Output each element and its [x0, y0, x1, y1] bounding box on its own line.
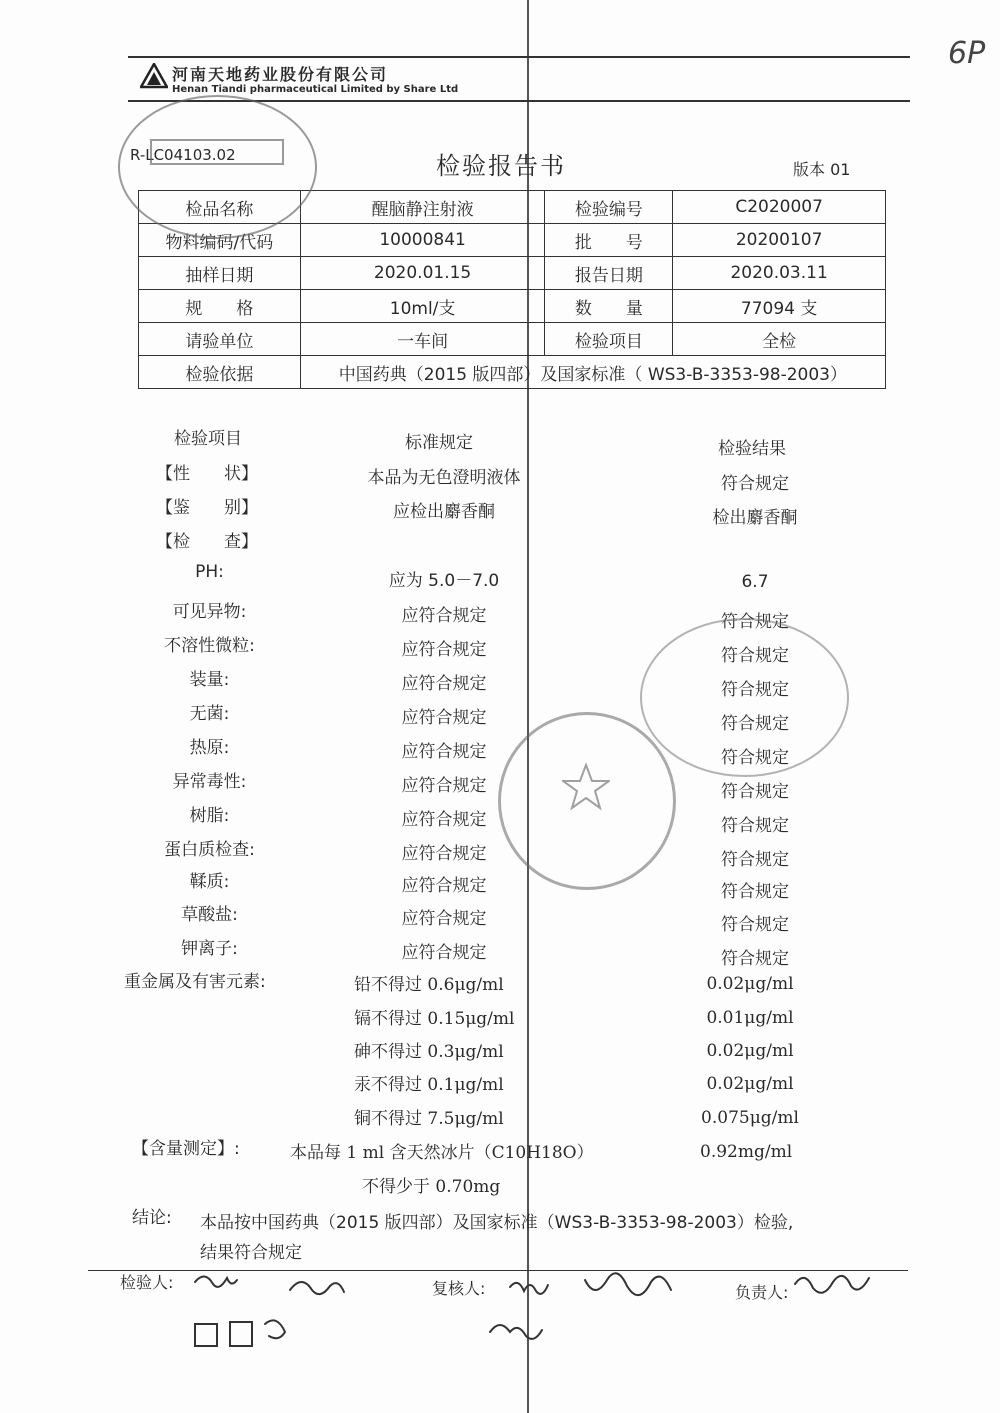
- result-item: 【鉴 别】: [156, 498, 258, 518]
- star-icon: [562, 763, 610, 811]
- doc-code: R-LC04103.02: [130, 146, 236, 164]
- cell-label: 数 量: [545, 290, 673, 323]
- result-value: 符合规定: [721, 816, 789, 836]
- col-header-standard: 标准规定: [405, 433, 473, 453]
- result-standard: 应符合规定: [401, 606, 487, 626]
- inspector-label: 检验人:: [120, 1273, 174, 1292]
- result-value: 符合规定: [721, 782, 789, 802]
- conclusion-text-1: 本品按中国药典（2015 版四部）及国家标准（WS3-B-3353-98-2003）检验,: [200, 1213, 794, 1233]
- metal-standard: 砷不得过 0.3μg/ml: [354, 1042, 504, 1062]
- result-value: 符合规定: [721, 474, 789, 494]
- result-item: 装量:: [189, 670, 230, 690]
- result-standard: 应符合规定: [401, 674, 487, 694]
- metal-standard: 铅不得过 0.6μg/ml: [354, 975, 504, 995]
- cell-label: 检验项目: [545, 323, 673, 356]
- table-row: [139, 257, 886, 290]
- cell-label: 检验编号: [545, 191, 673, 224]
- table-row: [139, 290, 886, 323]
- result-item: 异常毒性:: [172, 772, 247, 792]
- result-item: PH:: [195, 562, 224, 582]
- result-item: 【性 状】: [156, 464, 258, 484]
- result-item: 钾离子:: [181, 939, 238, 959]
- result-standard: 应符合规定: [401, 776, 487, 796]
- version-label: 版本 01: [793, 160, 851, 179]
- cell-label: 规 格: [139, 290, 301, 323]
- result-value: 符合规定: [721, 882, 789, 902]
- cell-label: 报告日期: [545, 257, 673, 290]
- info-table: [138, 190, 886, 389]
- table-row: [139, 191, 886, 224]
- heavy-metal-label: 重金属及有害元素:: [124, 972, 266, 992]
- assay-standard: 本品每 1 ml 含天然冰片（C10H18O）: [290, 1143, 594, 1163]
- result-standard: 本品为无色澄明液体: [367, 468, 521, 488]
- result-standard: 应符合规定: [401, 708, 487, 728]
- cell-value: 2020.01.15: [300, 257, 545, 290]
- cell-value: C2020007: [673, 191, 886, 224]
- result-value: 检出麝香酮: [712, 508, 798, 528]
- result-value: 6.7: [741, 572, 769, 592]
- result-standard: 应符合规定: [401, 810, 487, 830]
- company-name-en: Henan Tiandi pharmaceutical Limited by Share Ltd: [172, 84, 459, 95]
- result-standard: 应符合规定: [401, 844, 487, 864]
- table-row: [139, 224, 886, 257]
- result-value: 符合规定: [721, 915, 789, 935]
- result-value: 符合规定: [721, 714, 789, 734]
- metal-standard: 汞不得过 0.1μg/ml: [354, 1075, 504, 1095]
- cell-value: 醒脑静注射液: [300, 191, 545, 224]
- cell-value: 一车间: [300, 323, 545, 356]
- metal-result: 0.075μg/ml: [701, 1108, 799, 1128]
- result-item: 树脂:: [189, 806, 230, 826]
- result-standard: 应符合规定: [401, 909, 487, 929]
- table-row: [139, 323, 886, 356]
- cell-label: 检品名称: [139, 191, 301, 224]
- result-item: 蛋白质检查:: [164, 840, 255, 860]
- responsible-label: 负责人:: [735, 1283, 789, 1302]
- company-logo-icon: [140, 63, 168, 89]
- metal-result: 0.02μg/ml: [706, 974, 794, 994]
- cell-value: 全检: [673, 323, 886, 356]
- result-standard: 应符合规定: [401, 876, 487, 896]
- result-item: 鞣质:: [189, 872, 230, 892]
- cell-label: 物料编码/代码: [139, 224, 301, 257]
- metal-standard: 铜不得过 7.5μg/ml: [354, 1109, 504, 1129]
- cell-label: 抽样日期: [139, 257, 301, 290]
- cell-label: 检验依据: [139, 356, 301, 389]
- basis-value: 中国药典（2015 版四部）及国家标准（ WS3-B-3353-98-2003）: [300, 356, 885, 389]
- assay-label: 【含量测定】:: [132, 1139, 240, 1159]
- metal-standard: 镉不得过 0.15μg/ml: [354, 1009, 515, 1029]
- result-standard: 应符合规定: [401, 742, 487, 762]
- result-item: 草酸盐:: [181, 905, 238, 925]
- header-rule-bottom: [128, 100, 910, 102]
- cell-value: 10000841: [300, 224, 545, 257]
- col-header-item: 检验项目: [174, 429, 242, 449]
- result-item: 热原:: [189, 738, 230, 758]
- result-item: 不溶性微粒:: [164, 636, 255, 656]
- cell-label: 请验单位: [139, 323, 301, 356]
- header-rule-top: [128, 56, 910, 58]
- result-item: 可见异物:: [172, 602, 247, 622]
- handwritten-signatures: [190, 1262, 910, 1352]
- page-title: 检验报告书: [436, 152, 566, 180]
- conclusion-text-2: 结果符合规定: [200, 1243, 302, 1263]
- result-value: 符合规定: [721, 748, 789, 768]
- result-standard: 应为 5.0－7.0: [388, 571, 500, 591]
- reviewer-label: 复核人:: [432, 1279, 486, 1298]
- result-standard: 应检出麝香酮: [393, 502, 495, 522]
- col-header-result: 检验结果: [718, 439, 786, 459]
- conclusion-label: 结论:: [132, 1208, 172, 1228]
- result-value: 符合规定: [721, 646, 789, 666]
- result-standard: 应符合规定: [401, 943, 487, 963]
- result-value: 符合规定: [721, 680, 789, 700]
- corner-mark: 6P: [948, 36, 986, 71]
- cell-value: 10ml/支: [300, 290, 545, 323]
- result-standard: 应符合规定: [401, 640, 487, 660]
- metal-result: 0.02μg/ml: [706, 1074, 794, 1094]
- result-value: 符合规定: [721, 612, 789, 632]
- result-value: 符合规定: [721, 949, 789, 969]
- cell-value: 2020.03.11: [673, 257, 886, 290]
- cell-value: 77094 支: [673, 290, 886, 323]
- metal-result: 0.02μg/ml: [706, 1041, 794, 1061]
- result-item: 【检 查】: [156, 532, 258, 552]
- cell-label: 批 号: [545, 224, 673, 257]
- assay-result: 0.92mg/ml: [700, 1142, 793, 1162]
- assay-standard-2: 不得少于 0.70mg: [362, 1177, 501, 1197]
- result-item: 无菌:: [189, 704, 230, 724]
- company-name-cn: 河南天地药业股份有限公司: [172, 65, 389, 84]
- table-row: [139, 356, 886, 389]
- cell-value: 20200107: [673, 224, 886, 257]
- metal-result: 0.01μg/ml: [706, 1008, 794, 1028]
- result-value: 符合规定: [721, 850, 789, 870]
